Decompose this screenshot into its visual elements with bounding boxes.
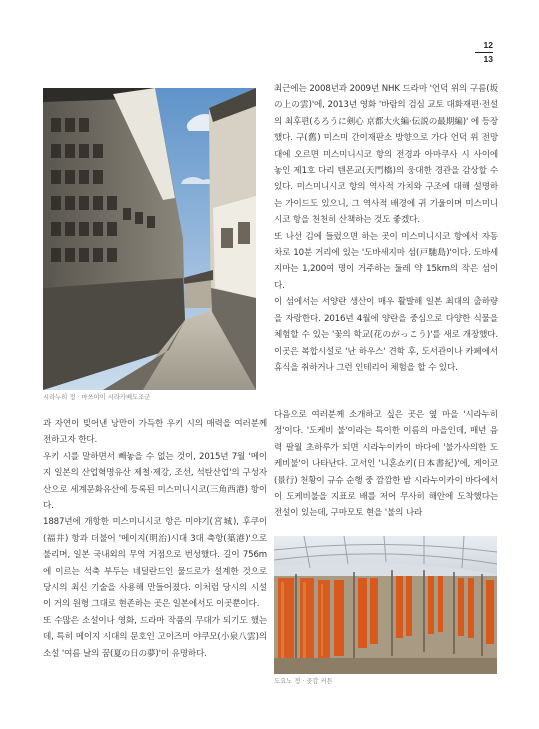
paragraph: 과 자연이 빚어낸 낭만이 가득한 우키 시의 매력을 여러분께 전하고자 한다. <box>43 419 267 446</box>
right-column-bottom-text <box>274 407 498 522</box>
left-column-body-text <box>43 416 267 662</box>
persimmon-curtain-photo-caption: 도요노 정 · 곶감 커튼 <box>274 678 333 685</box>
page-number-bottom: 13 <box>483 54 493 64</box>
paragraph: 이 섬에서는 서양란 생산이 매우 활발해 일본 최대의 출하량을 자랑한다. 2016년 4월에 양란을 중심으로 다양한 식물을 체험할 수 있는 '꽃의 학교(花のがっこう)'를 새로 개장했다. 이곳은 복합시설로 '난 하우스' 견학 후, 도서관이나 카페에서 휴식을 취하거나 그런 인테리어 체험을 할 수 있다. <box>274 297 498 373</box>
page-number-top: 12 <box>483 40 493 50</box>
paragraph: 1887년에 개항한 미스미니시코 항은 미야기(宮城), 후쿠이(福井) 항과 더불어 '메이지(明治)시대 3대 축항(築港)'으로 불리며, 일본 국내외의 무역 거점으로 번성했다. 길이 756m에 이르는 석축 부두는 네덜란드인 물드로가 설계한 것으로 당시의 최신 기술을 사용해 만들어졌다. 이처럼 당시의 시설이 거의 원형 그대로 현존하는 곳은 일본에서도 이곳뿐이다. <box>43 517 267 610</box>
paragraph: 다음으로 여러분께 소개하고 싶은 곳은 옆 마을 '시라누히정'이다. '도케비 불'이라는 특이한 이름의 마을인데, 매년 음력 팔월 초하루가 되면 시라누이카이 바다에 '불가사의한 도케비불'이 나타난다. 고서인 '니혼쇼키(日本書紀)'에, 게이코(景行) 천황이 규슈 순행 중 깜깜한 밤 시라누이카이 바다에서 이 도케비불을 지표로 배를 저어 무사히 해안에 도착했다는 전설이 있는데, 구마모토 현을 '불의 나라 <box>274 410 498 519</box>
paragraph: 또 수많은 소설이나 영화, 드라마 작품의 무대가 되기도 했는데, 특히 메이지 시대의 문호인 고이즈미 야쿠모(小泉八雲)의 소설 '여름 날의 꿈(夏の日の夢)'이 유명하다. <box>43 615 267 659</box>
persimmon-curtain-photo <box>274 536 497 674</box>
page-number <box>469 40 493 65</box>
right-column-top-text <box>274 81 498 376</box>
alley-photo <box>43 88 256 390</box>
page-number-divider <box>475 52 493 53</box>
paragraph: 또 나선 김에 들렀으면 하는 곳이 미스미니시코 항에서 자동차로 10분 거리에 있는 '도바세지마 섬(戸馳島)'이다. 도바세지마는 1,200여 명이 거주하는 둘레 약 15km의 작은 섬이다. <box>274 231 498 291</box>
paragraph: 최근에는 2008년과 2009년 NHK 드라마 '언덕 위의 구름(坂の上の雲)'에, 2013년 영화 '바람의 검심 교토 대화재편·전설의 최후편(るろうに剣心 京都大火編·伝説の最期編)' 에 등장했다. 구(舊) 미스미 간이재판소 방향으로 가다 언덕 위 전망대에 오르면 미스미니시코 항의 전경과 아마쿠사 시 사이에 놓인 제1호 다리 텐몬교(天門橋)의 웅대한 경관을 감상할 수 있다. 미스미니시코 항의 역사적 가치와 구조에 대해 설명하는 가이드도 있으니, 그 역사적 배경에 귀 기울이며 미스미니시코 항을 천천히 산책하는 것도 좋겠다. <box>274 84 498 226</box>
alley-photo-caption: 시라누히 정 · 마쓰야이 시라카베도조군 <box>43 394 151 401</box>
paragraph: 우키 시를 말하면서 빼놓을 수 없는 것이, 2015년 7월 '메이지 일본의 산업혁명유산 제철·제강, 조선, 석탄산업'의 구성자산으로 세계문화유산에 등록된 미스미니시코(三角西港) 항이다. <box>43 451 267 512</box>
